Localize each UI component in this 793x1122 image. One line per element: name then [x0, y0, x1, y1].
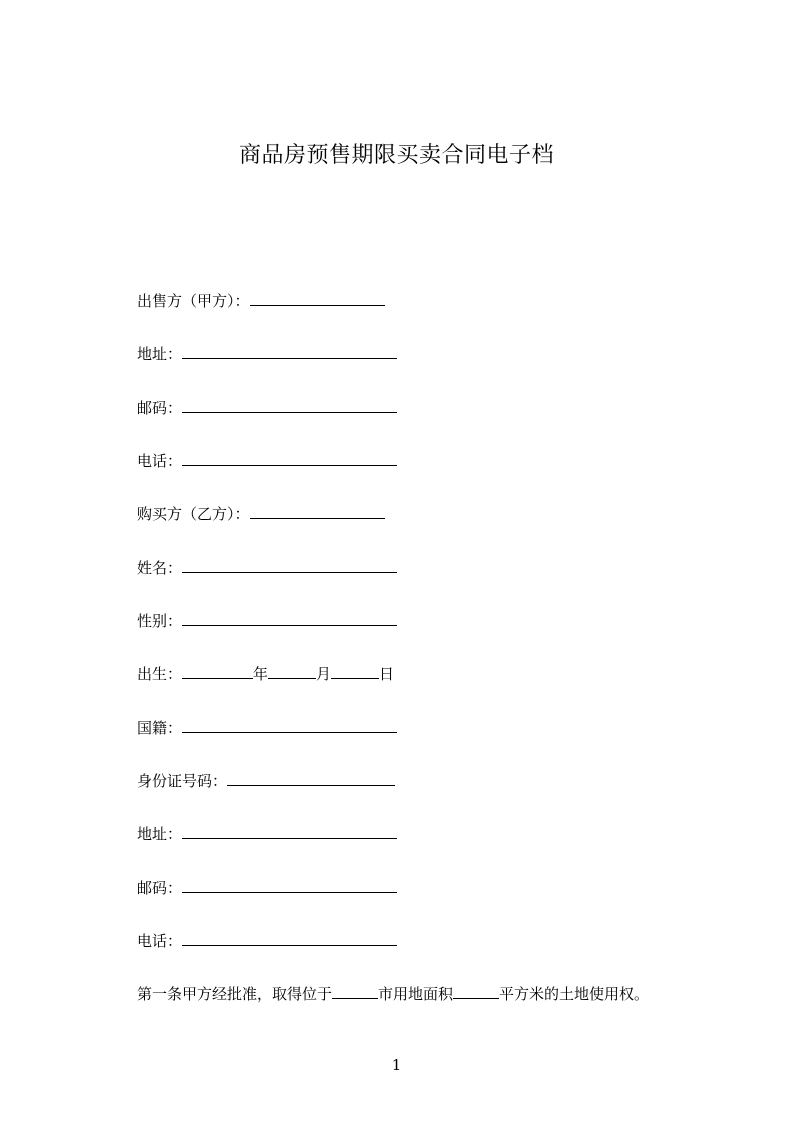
buyer-phone-label: 电话： [137, 932, 183, 950]
seller-postcode-blank[interactable] [182, 398, 397, 413]
id-number-label: 身份证号码： [137, 772, 228, 790]
article-1-text-2: 市用地面积 [378, 985, 454, 1003]
buyer-phone-line [137, 931, 397, 951]
buyer-postcode-label: 邮码： [137, 879, 183, 897]
birth-line [137, 664, 394, 684]
seller-address-blank[interactable] [182, 344, 397, 359]
buyer-name-label: 姓名： [137, 559, 183, 577]
buyer-gender-blank[interactable] [182, 611, 397, 626]
buyer-gender-line [137, 611, 397, 631]
birth-month-blank[interactable] [268, 664, 316, 679]
seller-line [137, 291, 385, 311]
seller-label: 出售方（甲方）： [137, 292, 250, 310]
buyer-address-line [137, 824, 397, 844]
seller-phone-line [137, 451, 397, 471]
birth-year-blank[interactable] [182, 664, 253, 679]
seller-phone-blank[interactable] [182, 451, 397, 466]
buyer-phone-blank[interactable] [182, 931, 397, 946]
article-1-city-blank[interactable] [332, 984, 378, 999]
buyer-name-line [137, 558, 397, 578]
buyer-gender-label: 性别： [137, 612, 183, 630]
seller-postcode-line [137, 398, 397, 418]
buyer-postcode-line [137, 878, 397, 898]
page-number: 1 [391, 1056, 402, 1074]
seller-blank[interactable] [250, 291, 385, 306]
buyer-name-blank[interactable] [182, 558, 397, 573]
nationality-line [137, 718, 397, 738]
buyer-address-blank[interactable] [182, 824, 397, 839]
birth-day-unit: 日 [379, 665, 395, 683]
article-1-text-3: 平方米的土地使用权。 [499, 985, 650, 1003]
buyer-postcode-blank[interactable] [182, 878, 397, 893]
birth-year-unit: 年 [253, 665, 269, 683]
article-1-line [137, 984, 649, 1004]
nationality-label: 国籍： [137, 719, 183, 737]
buyer-blank[interactable] [250, 504, 385, 519]
birth-day-blank[interactable] [331, 664, 379, 679]
seller-phone-label: 电话： [137, 452, 183, 470]
buyer-label: 购买方（乙方）： [137, 505, 250, 523]
birth-label: 出生： [137, 665, 183, 683]
id-number-blank[interactable] [227, 771, 395, 786]
article-1-area-blank[interactable] [453, 984, 499, 999]
article-1-text-1: 第一条甲方经批准，取得位于 [137, 985, 333, 1003]
id-number-line [137, 771, 395, 791]
buyer-address-label: 地址： [137, 825, 183, 843]
seller-address-label: 地址： [137, 345, 183, 363]
seller-address-line [137, 344, 397, 364]
buyer-line [137, 504, 385, 524]
seller-postcode-label: 邮码： [137, 399, 183, 417]
nationality-blank[interactable] [182, 718, 397, 733]
birth-month-unit: 月 [316, 665, 332, 683]
document-title: 商品房预售期限买卖合同电子档 [238, 143, 554, 168]
